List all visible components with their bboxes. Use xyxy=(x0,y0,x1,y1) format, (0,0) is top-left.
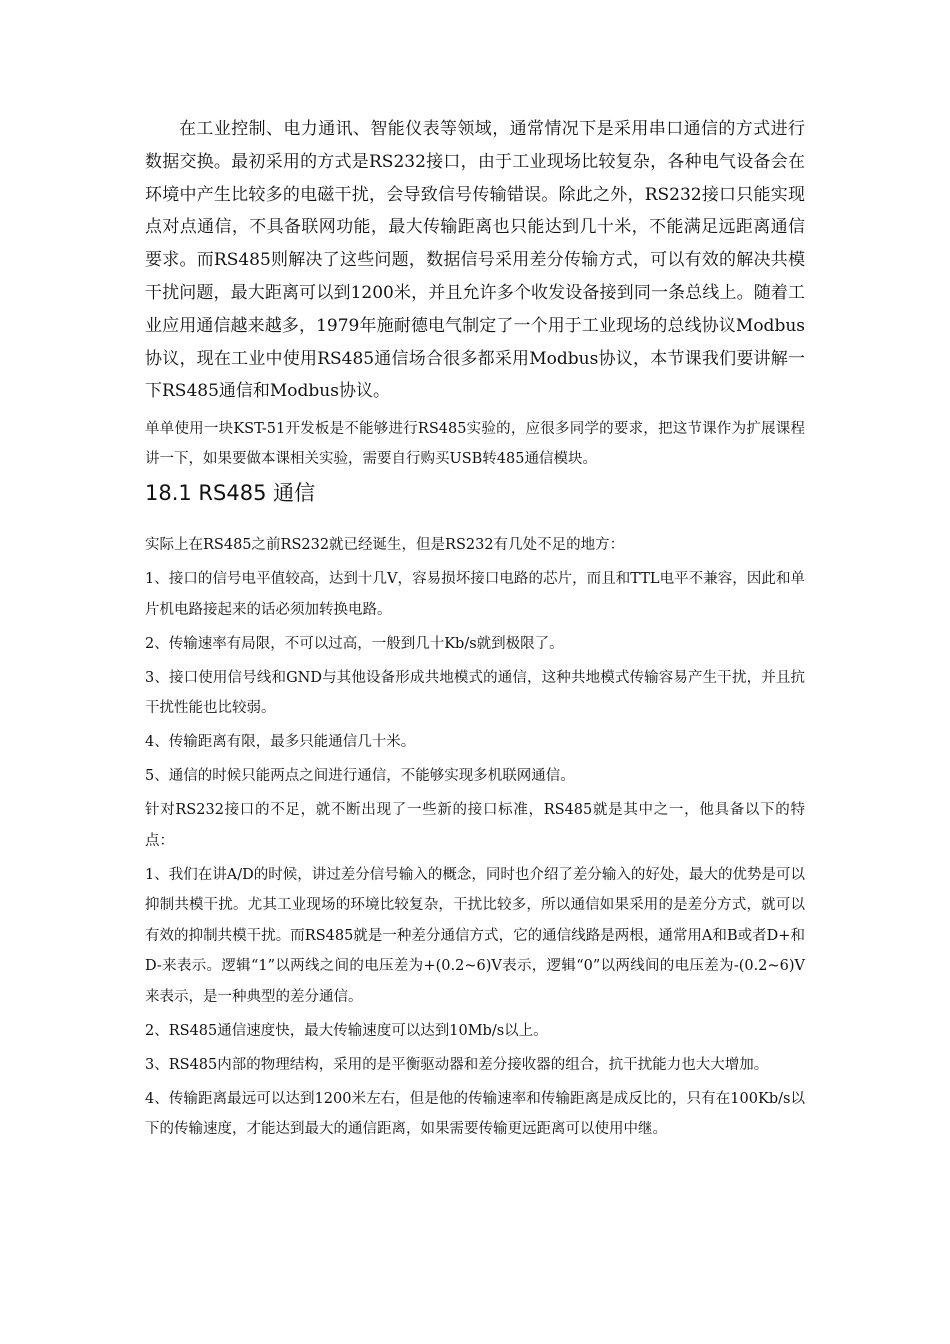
page-content xyxy=(145,113,805,1148)
note-paragraph: 单单使用一块KST-51开发板是不能够进行RS485实验的，应很多同学的要求，把这节课作为扩展课程讲一下，如果要做本课相关实验，需要自行购买USB转485通信模块。 xyxy=(145,421,805,468)
section-paragraph: 实际上在RS485之前RS232就已经诞生，但是RS232有几处不足的地方： xyxy=(145,537,625,554)
section-paragraph: 5、通信的时候只能两点之间进行通信，不能够实现多机联网通信。 xyxy=(145,768,575,785)
section-paragraph: 3、接口使用信号线和GND与其他设备形成共地模式的通信，这种共地模式传输容易产生干扰，并且抗干扰性能也比较弱。 xyxy=(145,669,805,717)
section-paragraph: 1、我们在讲A/D的时候，讲过差分信号输入的概念，同时也介绍了差分输入的好处，最大的优势是可以抑制共模干扰。尤其工业现场的环境比较复杂，干扰比较多，所以通信如果采用的是差分方式，就可以有效的抑制共模干扰。而RS485就是一种差分通信方式，它的通信线路是两根，通常用A和B或者D+和D-来表示。逻辑“1”以两线之间的电压差为+(0.2~6)V表示，逻辑“0”以两线间的电压差为-(0.2~6)V来表示，是一种典型的差分通信。 xyxy=(145,866,805,1005)
section-heading: 18.1 RS485 通信 xyxy=(145,481,316,506)
section-paragraph: 1、接口的信号电平值较高，达到十几V，容易损坏接口电路的芯片，而且和TTL电平不兼容，因此和单片机电路接起来的话必须加转换电路。 xyxy=(145,571,805,618)
section-paragraph: 3、RS485内部的物理结构，采用的是平衡驱动器和差分接收器的组合，抗干扰能力也大大增加。 xyxy=(145,1056,769,1073)
section-paragraph: 2、RS485通信速度快，最大传输速度可以达到10Mb/s以上。 xyxy=(145,1022,548,1039)
note-section xyxy=(145,414,805,474)
section-paragraph: 4、传输距离有限，最多只能通信几十米。 xyxy=(145,734,416,751)
section-paragraph: 2、传输速率有局限，不可以过高，一般到几十Kb/s就到极限了。 xyxy=(145,635,564,652)
section-paragraph: 针对RS232接口的不足，就不断出现了一些新的接口标准，RS485就是其中之一，他具备以下的特点： xyxy=(145,802,805,849)
intro-section xyxy=(145,113,805,408)
intro-paragraph: 在工业控制、电力通讯、智能仪表等领域，通常情况下是采用串口通信的方式进行数据交换。最初采用的方式是RS232接口，由于工业现场比较复杂，各种电气设备会在环境中产生比较多的电磁干扰，会导致信号传输错误。除此之外，RS232接口只能实现点对点通信，不具备联网功能，最大传输距离也只能达到几十米，不能满足远距离通信要求。而RS485则解决了这些问题，数据信号采用差分传输方式，可以有效的解决共模干扰问题，最大距离可以到1200米，并且允许多个收发设备接到同一条总线上。随着工业应用通信越来越多，1979年施耐德电气制定了一个用于工业现场的总线协议Modbus协议，现在工业中使用RS485通信场合很多都采用Modbus协议，本节课我们要讲解一下RS485通信和Modbus协议。 xyxy=(145,119,805,402)
section-body xyxy=(145,530,805,1145)
section-paragraph: 4、传输距离最远可以达到1200米左右，但是他的传输速率和传输距离是成反比的，只有在100Kb/s以下的传输速度，才能达到最大的通信距离，如果需要传输更远距离可以使用中继。 xyxy=(145,1090,805,1138)
